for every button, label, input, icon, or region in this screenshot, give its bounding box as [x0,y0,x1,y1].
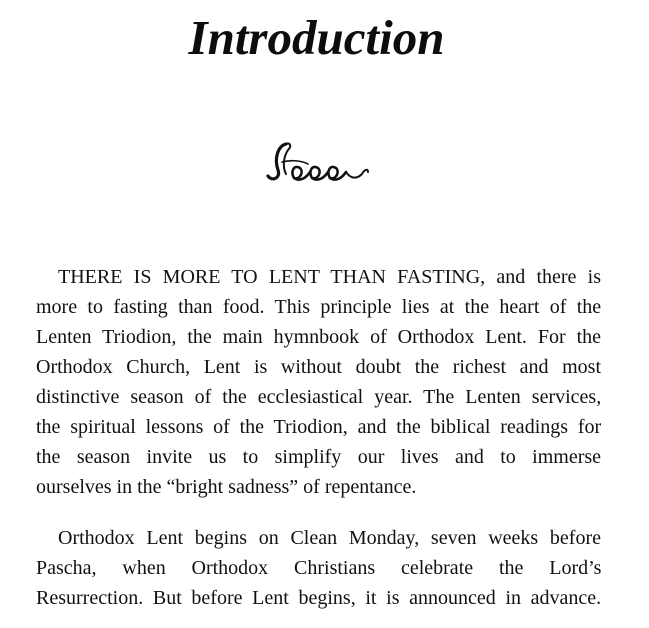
paragraph-1 [36,262,601,502]
paragraph-line: Lenten Triodion, the main hymnbook of Orthodox Lent. For the [36,326,601,348]
page-title: Introduction [188,10,445,65]
paragraph-line: Orthodox Church, Lent is without doubt the richest and most [36,356,601,378]
paragraph-line: the spiritual lessons of the Triodion, and the biblical readings for [36,416,602,438]
paragraph-line: the season invite us to simplify our lives and to immerse [36,446,602,468]
paragraph-2 [36,523,601,613]
paragraph-line: Orthodox Lent begins on Clean Monday, seven weeks before [58,527,601,549]
paragraph-line: more to fasting than food. This principle lies at the heart of the [36,296,602,318]
decorative-flourish-icon [264,138,370,190]
paragraph-line: ourselves in the “bright sadness” of repentance. [36,476,417,498]
paragraph-line: distinctive season of the ecclesiastical year. The Lenten services, [36,386,602,408]
paragraph-line: Resurrection. But before Lent begins, it is announced in advance. [36,587,602,609]
paragraph-line: Pascha, when Orthodox Christians celebrate the Lord’s [36,557,602,579]
paragraph-line: THERE IS MORE TO LENT THAN FASTING, and there is [58,266,601,288]
